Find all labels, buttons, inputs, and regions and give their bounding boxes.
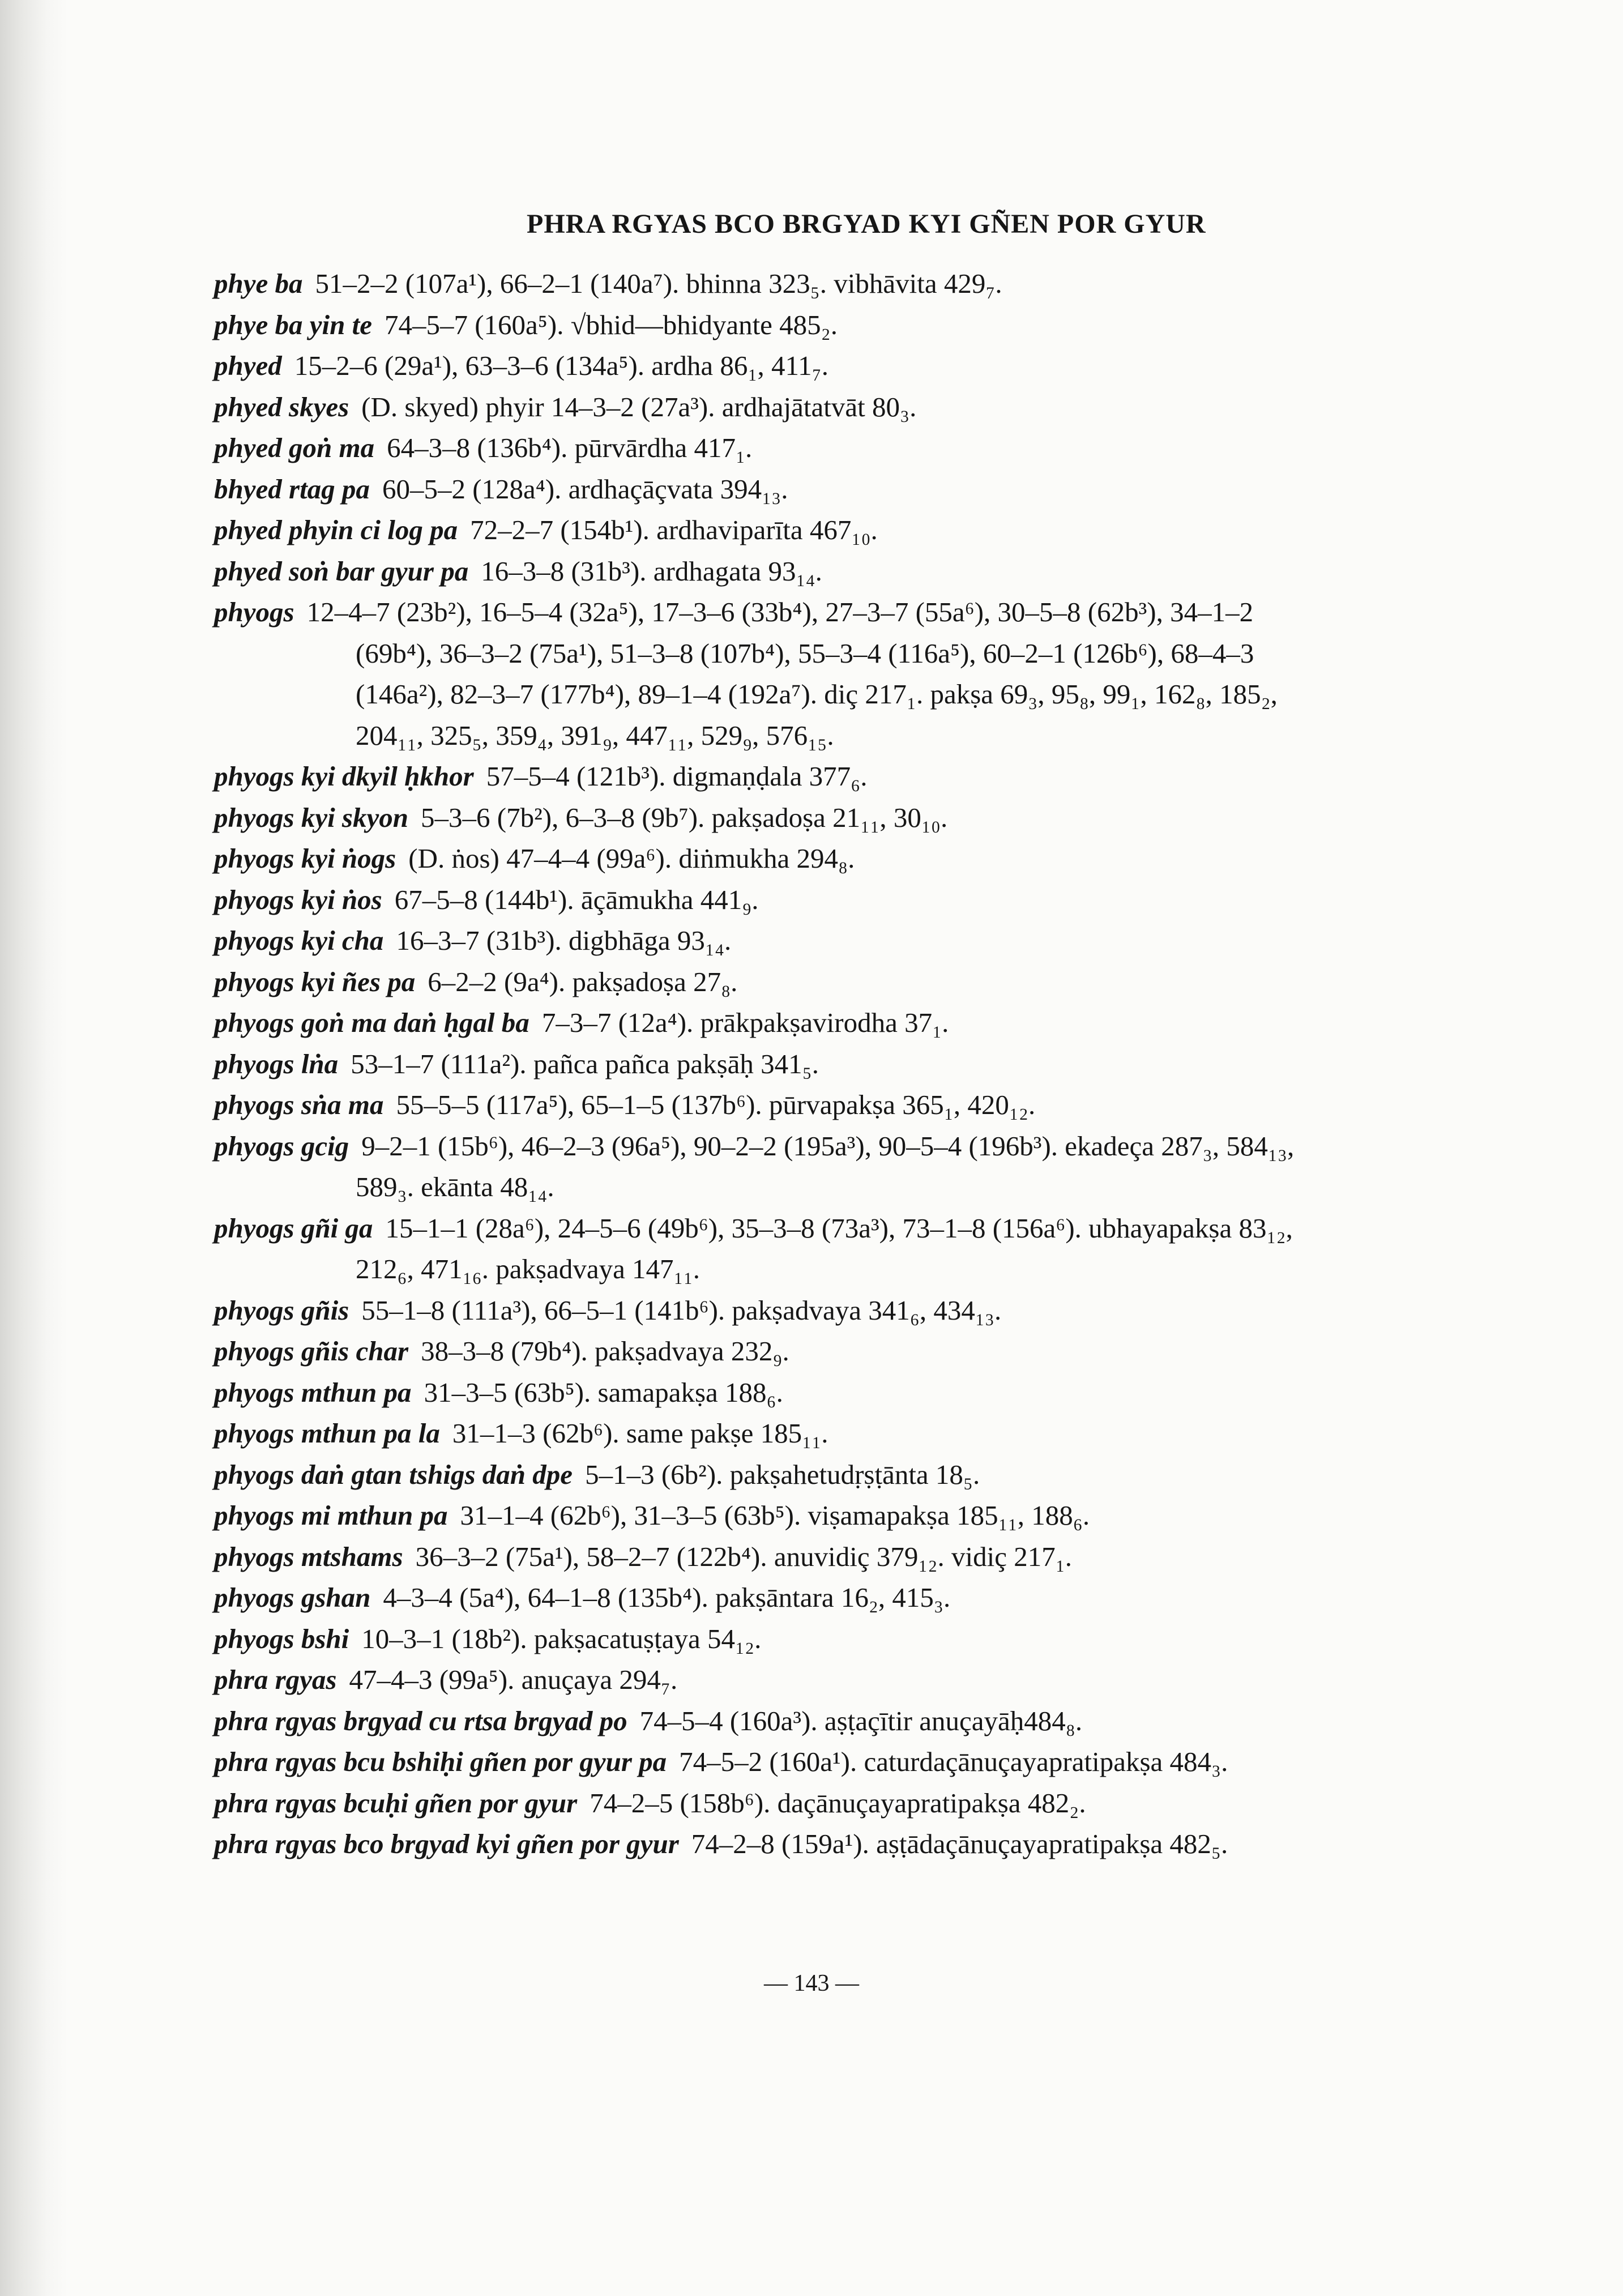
entry-text: 16–3–7 (31b³). digbhāga 93₁₄. [396,925,732,956]
list-item [214,1044,1324,1085]
list-item [214,1619,1324,1660]
entry-term: phyogs gñis char [214,1335,409,1367]
list-item [214,1537,1324,1578]
list-item [214,838,1324,880]
entry-term: phyogs kyi ṅos [214,884,382,915]
entry-text: 5–3–6 (7b²), 6–3–8 (9b⁷). pakṣadoṣa 21₁₁, 30₁₀. [421,801,948,833]
entry-text: 74–5–7 (160a⁵). √bhid—bhidyante 485₂. [384,309,838,340]
entry-text: 5–1–3 (6b²). pakṣahetudṛṣṭānta 18₅. [585,1458,980,1490]
entry-text: 51–2–2 (107a¹), 66–2–1 (140a⁷). bhinna 323₅. vibhāvita 429₇. [315,268,1002,299]
running-title: PHRA RGYAS BCO BRGYAD KYI GÑEN POR GYUR [527,209,1206,239]
entry-term: phyed skyes [214,391,349,423]
list-item [214,1208,1324,1290]
entry-term: phyogs kyi ṅogs [214,843,396,874]
list-item [214,1783,1324,1824]
entry-term: phyogs gcig [214,1130,349,1162]
entry-text: 64–3–8 (136b⁴). pūrvārdha 417₁. [387,432,753,463]
entry-term: phyogs kyi ñes pa [214,966,416,997]
entry-text: 67–5–8 (144b¹). āçāmukha 441₉. [394,884,759,915]
list-item [214,880,1324,921]
list-item [214,756,1324,797]
entry-list [214,263,1324,1865]
list-item [214,345,1324,387]
list-item [214,469,1324,510]
entry-term: phyogs mthun pa la [214,1418,440,1449]
list-item [214,428,1324,469]
entry-term: phyogs mi mthun pa [214,1500,448,1531]
list-item [214,920,1324,962]
entry-text: 72–2–7 (154b¹). ardhaviparīta 467₁₀. [470,514,878,545]
list-item [214,1577,1324,1619]
entry-text: 55–1–8 (111a³), 66–5–1 (141b⁶). pakṣadvaya 341₆, 434₁₃. [361,1294,1002,1326]
list-item [214,592,1324,756]
entry-term: phye ba [214,268,303,299]
page-number: — 143 — [764,1970,859,1996]
entry-term: phyogs gñis [214,1294,349,1326]
list-item [214,1454,1324,1496]
list-item [214,387,1324,428]
entry-text: 74–2–8 (159a¹). aṣṭādaçānuçayapratipakṣa 482₅. [691,1828,1228,1859]
entry-term: phyed [214,350,282,381]
list-item [214,1824,1324,1865]
entry-term: phyogs kyi cha [214,925,384,956]
list-item [214,1331,1324,1372]
entry-term: phyogs gñi ga [214,1212,373,1244]
list-item [214,1495,1324,1537]
entry-term: phyogs daṅ gtan tshigs daṅ dpe [214,1458,573,1490]
entry-text: 12–4–7 (23b²), 16–5–4 (32a⁵), 17–3–6 (33b⁴), 27–3–7 (55a⁶), 30–5–8 (62b³), 34–1–2 (69b⁴), 36–3–2 (75a¹), 51–3–8 (107b⁴), 55–3–4 (116a⁵), 60–2–1 (126b⁶), 68–4–3 (146a²), 82–3–7 (177b⁴), 89–1–4 (192a⁷). diç 217₁. pakṣa 69₃, 95₈, 99₁, 162₈, 185₂, 204₁₁, 325₅, 359₄, 391₉, 447₁₁, 529₉, 576₁₅. [306,596,1278,751]
entry-text: 74–2–5 (158b⁶). daçānuçayapratipakṣa 482₂. [590,1787,1086,1819]
entry-text: 57–5–4 (121b³). digmaṇḍala 377₆. [486,761,868,792]
entry-term: phyogs gshan [214,1582,371,1613]
list-item [214,1659,1324,1701]
entry-text: 7–3–7 (12a⁴). prākpakṣavirodha 37₁. [541,1007,949,1038]
entry-text: 38–3–8 (79b⁴). pakṣadvaya 232₉. [421,1335,789,1367]
entry-term: phra rgyas bco brgyad kyi gñen por gyur [214,1828,679,1859]
entry-text: 15–2–6 (29a¹), 63–3–6 (134a⁵). ardha 86₁, 411₇. [294,350,828,381]
entry-text: 74–5–4 (160a³). aṣṭaçītir anuçayāḥ484₈. [639,1705,1083,1736]
entry-text: 6–2–2 (9a⁴). pakṣadoṣa 27₈. [428,966,738,997]
entry-term: bhyed rtag pa [214,473,370,505]
list-item [214,962,1324,1003]
entry-text: 31–1–4 (62b⁶), 31–3–5 (63b⁵). viṣamapakṣa 185₁₁, 188₆. [460,1500,1090,1531]
entry-term: phyed goṅ ma [214,432,375,463]
entry-text: 74–5–2 (160a¹). caturdaçānuçayapratipakṣa 484₃. [679,1746,1228,1777]
entry-text: 4–3–4 (5a⁴), 64–1–8 (135b⁴). pakṣāntara 16₂, 415₃. [383,1582,951,1613]
entry-term: phyogs goṅ ma daṅ ḥgal ba [214,1007,529,1038]
entry-term: phyogs kyi skyon [214,801,408,833]
entry-term: phra rgyas bcuḥi gñen por gyur [214,1787,578,1819]
entry-term: phyogs kyi dkyil ḥkhor [214,761,474,792]
list-item [214,1701,1324,1742]
list-item [214,510,1324,551]
entry-text: 9–2–1 (15b⁶), 46–2–3 (96a⁵), 90–2–2 (195a³), 90–5–4 (196b³). ekadeça 287₃, 584₁₃, 589₃. ekānta 48₁₄. [356,1130,1295,1202]
list-item [214,1002,1324,1044]
list-item [214,797,1324,839]
entry-text: 53–1–7 (111a²). pañca pañca pakṣāḥ 341₅. [351,1048,819,1079]
list-item [214,1126,1324,1208]
list-item [214,305,1324,346]
list-item [214,1290,1324,1331]
entry-text: (D. skyed) phyir 14–3–2 (27a³). ardhajātatvāt 80₃. [361,391,917,423]
page-edge-shadow [0,0,68,2296]
list-item [214,1742,1324,1783]
list-item [214,1085,1324,1126]
list-item [214,551,1324,592]
entry-text: 31–1–3 (62b⁶). same pakṣe 185₁₁. [452,1418,828,1449]
entry-text: 36–3–2 (75a¹), 58–2–7 (122b⁴). anuvidiç 379₁₂. vidiç 217₁. [415,1540,1073,1572]
entry-term: phra rgyas bcu bshiḥi gñen por gyur pa [214,1746,667,1777]
entry-term: phye ba yin te [214,309,372,340]
entry-text: 31–3–5 (63b⁵). samapakṣa 188₆. [424,1376,783,1408]
entry-term: phyogs sṅa ma [214,1089,384,1120]
list-item [214,263,1324,305]
entry-term: phyogs [214,596,294,628]
entry-term: phra rgyas [214,1664,337,1695]
list-item [214,1372,1324,1414]
entry-text: 47–4–3 (99a⁵). anuçaya 294₇. [349,1664,678,1695]
entry-text: 15–1–1 (28a⁶), 24–5–6 (49b⁶), 35–3–8 (73a³), 73–1–8 (156a⁶). ubhayapakṣa 83₁₂, 212₆, 471₁₆. pakṣadvaya 147₁₁. [356,1212,1293,1284]
entry-term: phyogs bshi [214,1623,349,1654]
entry-term: phyogs mtshams [214,1540,403,1572]
entry-text: 60–5–2 (128a⁴). ardhaçāçvata 394₁₃. [382,473,788,505]
entry-term: phra rgyas brgyad cu rtsa brgyad po [214,1705,627,1736]
entry-text: 55–5–5 (117a⁵), 65–1–5 (137b⁶). pūrvapakṣa 365₁, 420₁₂. [396,1089,1036,1120]
list-item [214,1413,1324,1454]
entry-text: (D. ṅos) 47–4–4 (99a⁶). diṅmukha 294₈. [408,843,855,874]
entry-text: 10–3–1 (18b²). pakṣacatuṣṭaya 54₁₂. [361,1623,762,1654]
entry-term: phyed phyin ci log pa [214,514,458,545]
entry-text: 16–3–8 (31b³). ardhagata 93₁₄. [481,555,822,587]
entry-term: phyogs lṅa [214,1048,339,1079]
entry-term: phyed soṅ bar gyur pa [214,555,469,587]
entry-term: phyogs mthun pa [214,1376,412,1408]
